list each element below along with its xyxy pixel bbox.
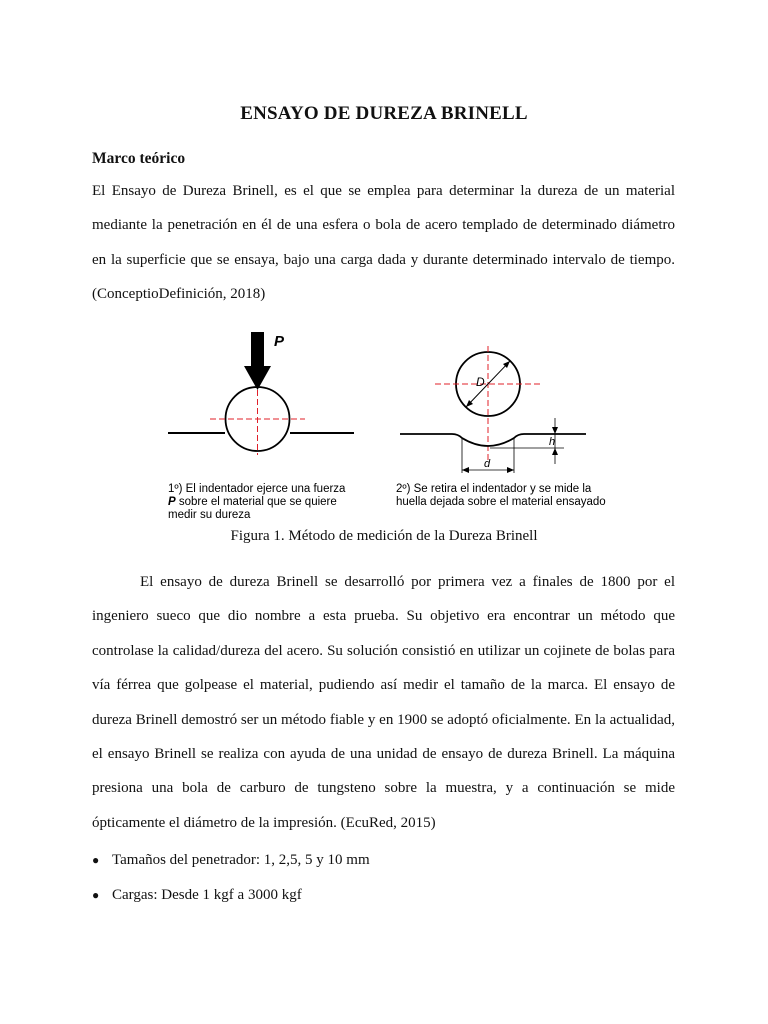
bullet-icon: ●: [92, 888, 100, 902]
d-arrow-left: [462, 467, 469, 473]
step1-line2: P sobre el material que se quiere: [168, 496, 337, 508]
step2-line2: huella dejada sobre el material ensayado: [396, 496, 606, 508]
label-d-upper: D: [476, 375, 485, 389]
force-arrow-shaft: [251, 332, 264, 368]
label-p: P: [274, 333, 285, 350]
h-arrow-bottom: [552, 448, 558, 455]
label-h: h: [549, 436, 556, 448]
step1-line3: medir su dureza: [168, 509, 251, 521]
paragraph-intro: El Ensayo de Dureza Brinell, es el que se emplea para determinar la dureza de un material mediante la penetración en él de una esfera o bola de acero templado de determinado diámetro en la superficie que se ensaya, bajo una carga dada y durante determinado intervalo de tiempo. (ConceptioDefinición, 2018): [92, 183, 675, 303]
specs-list: [92, 848, 370, 918]
list-item-text: Tamaños del penetrador: 1, 2,5, 5 y 10 mm: [112, 852, 370, 868]
bullet-icon: ●: [92, 853, 100, 867]
list-item-text: Cargas: Desde 1 kgf a 3000 kgf: [112, 887, 302, 903]
step1-line1: 1º) El indentador ejerce una fuerza: [168, 483, 346, 495]
brinell-figure: [160, 330, 620, 525]
brinell-diagram: [160, 330, 620, 525]
figure-caption: Figura 1. Método de medición de la Dureza Brinell: [230, 528, 538, 544]
section-heading: Marco teórico: [92, 150, 186, 167]
paragraph-history: El ensayo de dureza Brinell se desarrolló por primera vez a finales de 1800 por el ingeniero sueco que dio nombre a esta prueba. Su objetivo era encontrar un método que controlase la calidad/dureza del acero. Su solución consistió en utilizar un cojinete de bolas para vía férrea que golpease el material, pudiendo así medir el tamaño de la marca. El ensayo de dureza Brinell demostró ser un método fiable y en 1900 se adoptó oficialmente. En la actualidad, el ensayo Brinell se realiza con ayuda de una unidad de ensayo de dureza Brinell. La máquina presiona una bola de carburo de tungsteno sobre la muestra, y a continuación se mide ópticamente el diámetro de la impresión. (EcuRed, 2015): [92, 574, 675, 831]
label-d-lower: d: [484, 458, 491, 470]
list-item: [92, 883, 370, 918]
document-title: ENSAYO DE DUREZA BRINELL: [240, 103, 528, 124]
d-arrow-right: [507, 467, 514, 473]
step2-line1: 2º) Se retira el indentador y se mide la: [396, 483, 592, 495]
h-arrow-top: [552, 427, 558, 434]
imprint-surface: [400, 434, 586, 446]
list-item: [92, 848, 370, 883]
